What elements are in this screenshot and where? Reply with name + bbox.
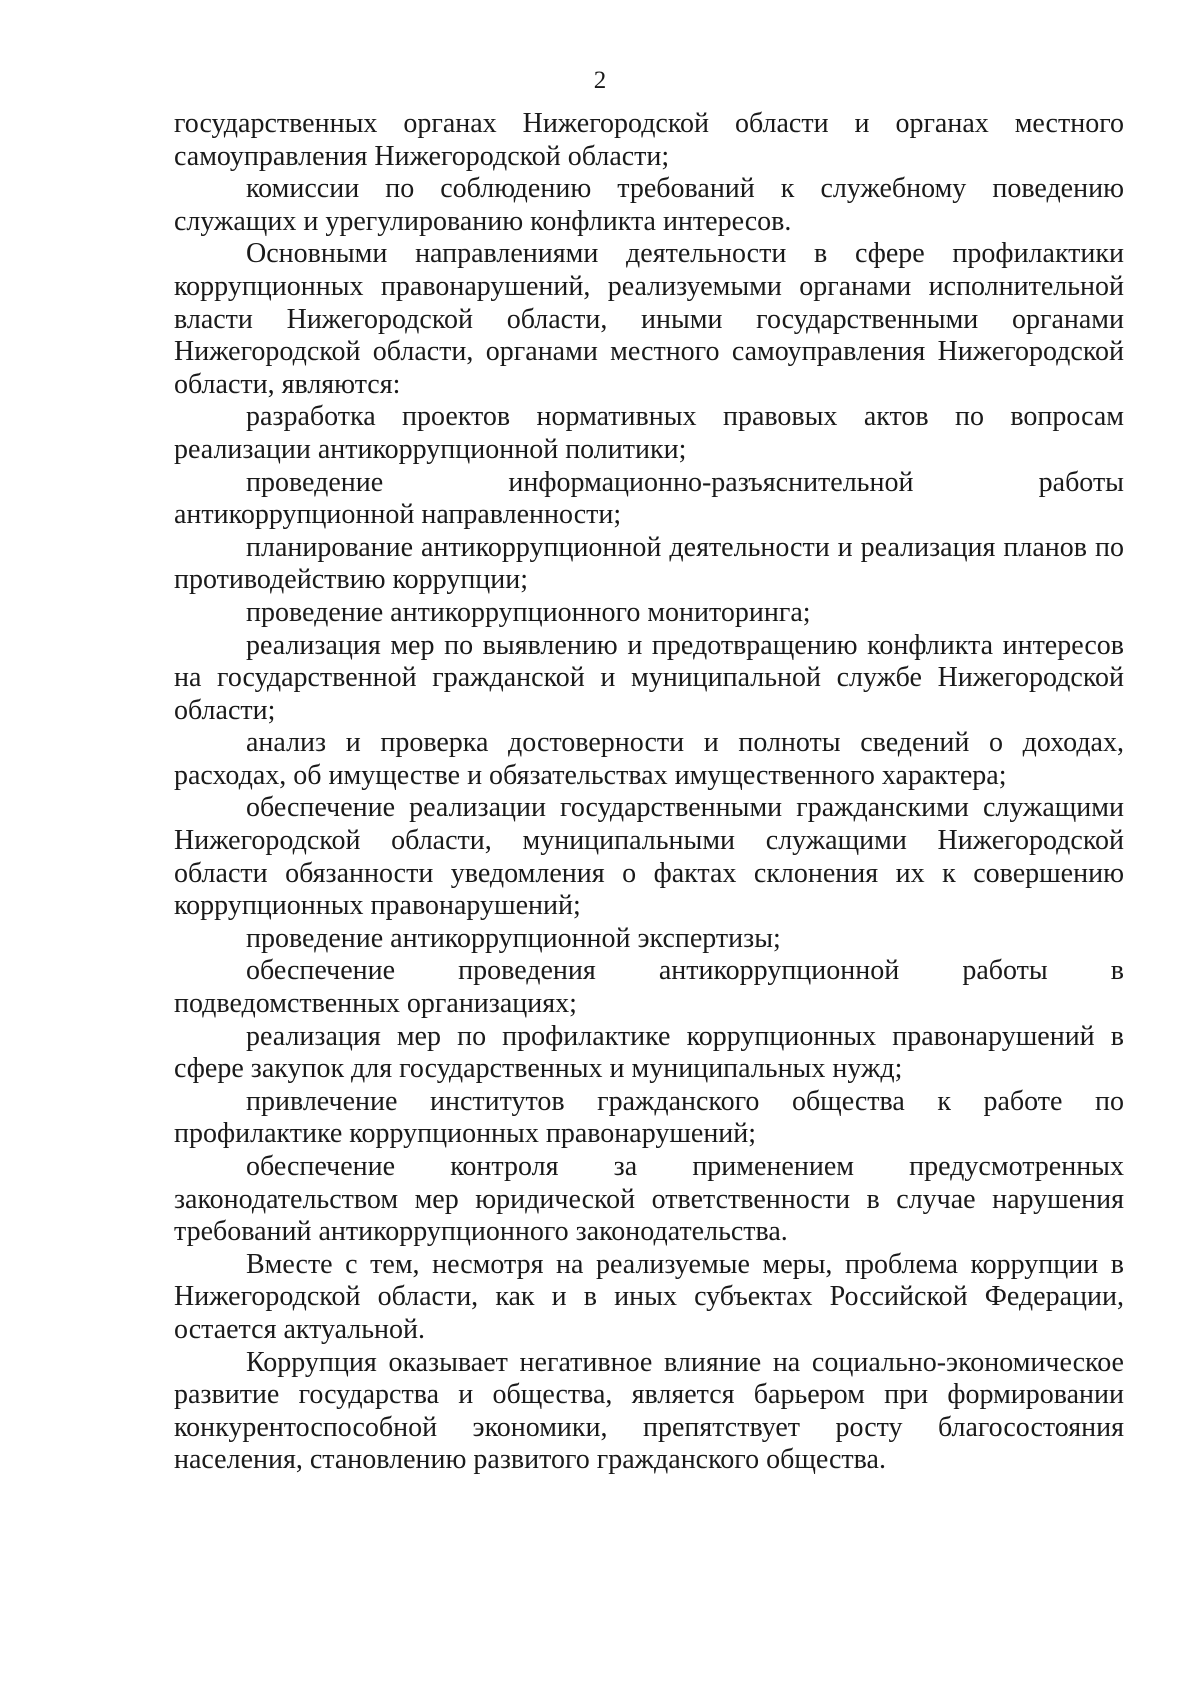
paragraph: анализ и проверка достоверности и полноты сведений о доходах, расходах, об имуществе и обязательствах имущественного характера; bbox=[174, 727, 1124, 791]
paragraph: планирование антикоррупционной деятельности и реализация планов по противодействию коррупции; bbox=[174, 531, 1124, 596]
paragraph: проведение антикоррупционного мониторинга; bbox=[246, 596, 811, 628]
paragraph: реализация мер по выявлению и предотвращению конфликта интересов на государственной гражданской и муниципальной службе Нижегородской области; bbox=[174, 629, 1124, 726]
paragraph: комиссии по соблюдению требований к служебному поведению служащих и урегулированию конфликта интересов. bbox=[174, 173, 1124, 237]
paragraph: обеспечение проведения антикоррупционной работы в подведомственных организациях; bbox=[174, 955, 1124, 1020]
paragraph: обеспечение реализации государственными гражданскими служащими Нижегородской области, муниципальными служащими Нижегородской области обязанности уведомления о фактах склонения их к совершению коррупционных правонарушений; bbox=[174, 792, 1124, 922]
paragraph: обеспечение контроля за применением предусмотренных законодательством мер юридической ответственности в случае нарушения требований антикоррупционного законодательства. bbox=[174, 1151, 1124, 1248]
paragraph: Основными направлениями деятельности в сфере профилактики коррупционных правонарушений, реализуемыми органами исполнительной власти Нижегородской области, иными государственными органами Нижегородской области, органами местного самоуправления Нижегородской области, являются: bbox=[174, 238, 1124, 400]
paragraph: разработка проектов нормативных правовых актов по вопросам реализации антикоррупционной политики; bbox=[174, 401, 1124, 465]
paragraph: проведение антикоррупционной экспертизы; bbox=[246, 922, 781, 954]
paragraph: Вместе с тем, несмотря на реализуемые меры, проблема коррупции в Нижегородской области, как и в иных субъектах Российской Федерации, остается актуальной. bbox=[174, 1248, 1124, 1345]
paragraph: реализация мер по профилактике коррупционных правонарушений в сфере закупок для государственных и муниципальных нужд; bbox=[174, 1020, 1124, 1085]
page-number: 2 bbox=[593, 67, 607, 94]
paragraph: проведение информационно-разъяснительной работы антикоррупционной направленности; bbox=[174, 466, 1124, 531]
paragraph: государственных органах Нижегородской области и органах местного самоуправления Нижегородской области; bbox=[174, 108, 1124, 172]
document-body bbox=[174, 108, 1124, 1477]
paragraph: Коррупция оказывает негативное влияние на социально-экономическое развитие государства и общества, является барьером при формировании конкурентоспособной экономики, препятствует росту благосостояния населения, становлению развитого гражданского общества. bbox=[174, 1346, 1124, 1476]
paragraph: привлечение институтов гражданского общества к работе по профилактике коррупционных правонарушений; bbox=[174, 1085, 1124, 1150]
